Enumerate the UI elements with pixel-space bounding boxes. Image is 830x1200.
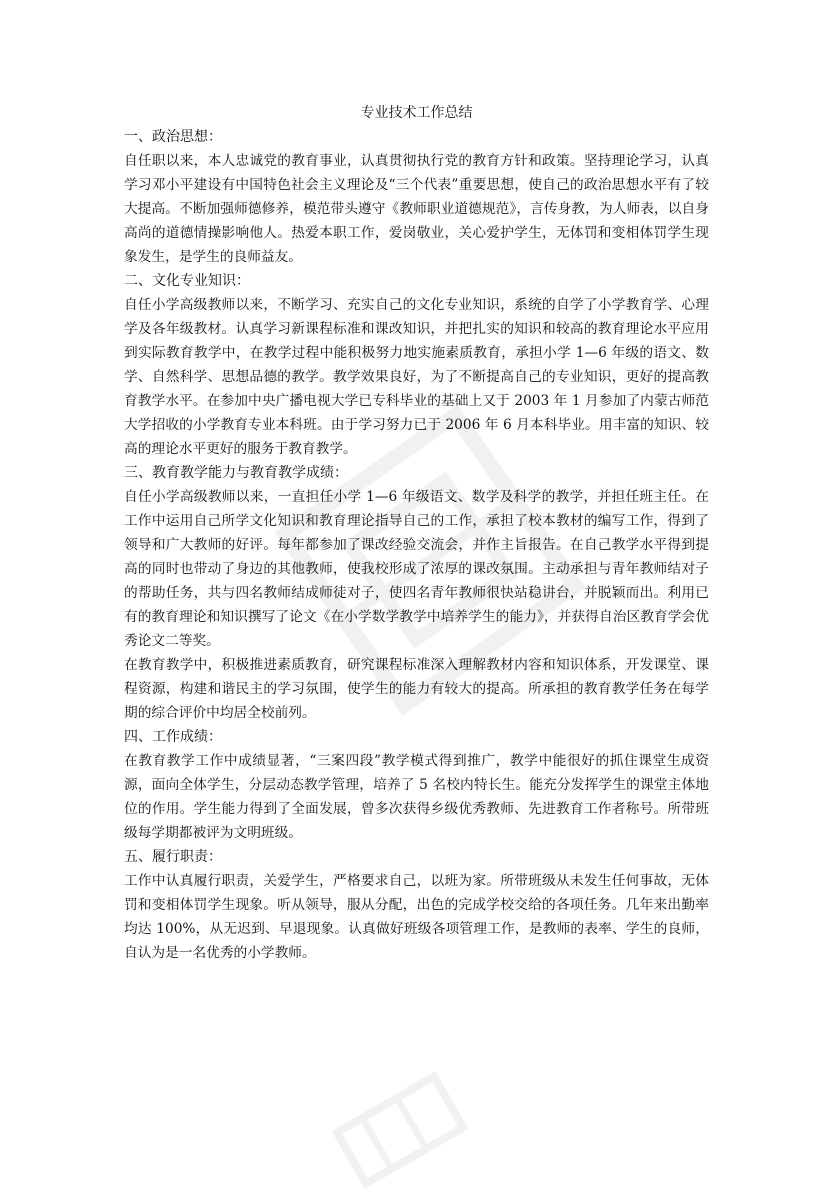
- document-body: [124, 101, 709, 965]
- section-work-achievements: [124, 725, 709, 845]
- section-heading: 二、文化专业知识：: [124, 273, 250, 289]
- section-heading: 四、工作成绩：: [124, 729, 222, 745]
- section-heading: 五、履行职责：: [124, 849, 222, 865]
- watermark-bottom-icon: [319, 1060, 480, 1199]
- section-paragraph: 自任职以来，本人忠诚党的教育事业，认真贯彻执行党的教育方针和政策。坚持理论学习，认真学习邓小平建设有中国特色社会主义理论及“三个代表”重要思想，使自己的政治思想水平有了较大提高。不断加强师德修养，模范带头遵守《教师职业道德规范》，言传身教，为人师表，以自身高尚的道德情操影响他人。热爱本职工作，爱岗敬业，关心爱护学生，无体罚和变相体罚学生现象发生，是学生的良师益友。: [124, 153, 709, 265]
- section-teaching-ability: [124, 461, 709, 725]
- section-heading: 三、教育教学能力与教育教学成绩：: [124, 465, 348, 481]
- section-heading: 一、政治思想：: [124, 129, 222, 145]
- section-paragraph: 自任小学高级教师以来，不断学习、充实自己的文化专业知识，系统的自学了小学教育学、心理学及各年级教材。认真学习新课程标准和课改知识，并把扎实的知识和较高的教育理论水平应用到实际教育教学中，在教学过程中能积极努力地实施素质教育，承担小学 1—6 年级的语文、数学、自然科学、思想品德的教学。教学效果良好，为了不断提高自己的专业知识，更好的提高教育教学水平。在参加中央广播电视大学已专科毕业的基础上又于 2003 年 1 月参加了内蒙古师范大学招收的小学教育专业本科班。由于学习努力已于 2006 年 6 月本科毕业。用丰富的知识、较高的理论水平更好的服务于教育教学。: [124, 297, 709, 457]
- section-paragraph: 在教育教学中，积极推进素质教育，研究课程标准深入理解教材内容和知识体系，开发课堂、课程资源，构建和谐民主的学习氛围，使学生的能力有较大的提高。所承担的教育教学任务在每学期的综合评价中均居全校前列。: [124, 657, 709, 721]
- section-paragraph: 工作中认真履行职责，关爱学生，严格要求自己，以班为家。所带班级从未发生任何事故，无体罚和变相体罚学生现象。听从领导，服从分配，出色的完成学校交给的各项任务。几年来出勤率均达 100%，从无迟到、早退现象。认真做好班级各项管理工作，是教师的表率、学生的良师，自认为是一名优秀的小学教师。: [124, 873, 709, 961]
- section-paragraph: 在教育教学工作中成绩显著，“三案四段”教学模式得到推广，教学中能很好的抓住课堂生成资源，面向全体学生，分层动态教学管理，培养了 5 名校内特长生。能充分发挥学生的课堂主体地位的作用。学生能力得到了全面发展，曾多次获得乡级优秀教师、先进教育工作者称号。所带班级每学期都被评为文明班级。: [124, 753, 709, 841]
- section-political-thought: [124, 125, 709, 269]
- section-duties: [124, 845, 709, 965]
- section-professional-knowledge: [124, 269, 709, 461]
- section-paragraph: 自任小学高级教师以来，一直担任小学 1—6 年级语文、数学及科学的教学，并担任班主任。在工作中运用自己所学文化知识和教育理论指导自己的工作，承担了校本教材的编写工作，得到了领导和广大教师的好评。每年都参加了课改经验交流会，并作主旨报告。在自己教学水平得到提高的同时也带动了身边的其他教师，使我校形成了浓厚的课改氛围。主动承担与青年教师结对子的帮助任务，共与四名教师结成师徒对子，使四名青年教师很快站稳讲台，并脱颖而出。利用已有的教育理论和知识撰写了论文《在小学数学教学中培养学生的能力》，并获得自治区教育学会优秀论文二等奖。: [124, 489, 709, 649]
- document-title: 专业技术工作总结: [360, 105, 473, 121]
